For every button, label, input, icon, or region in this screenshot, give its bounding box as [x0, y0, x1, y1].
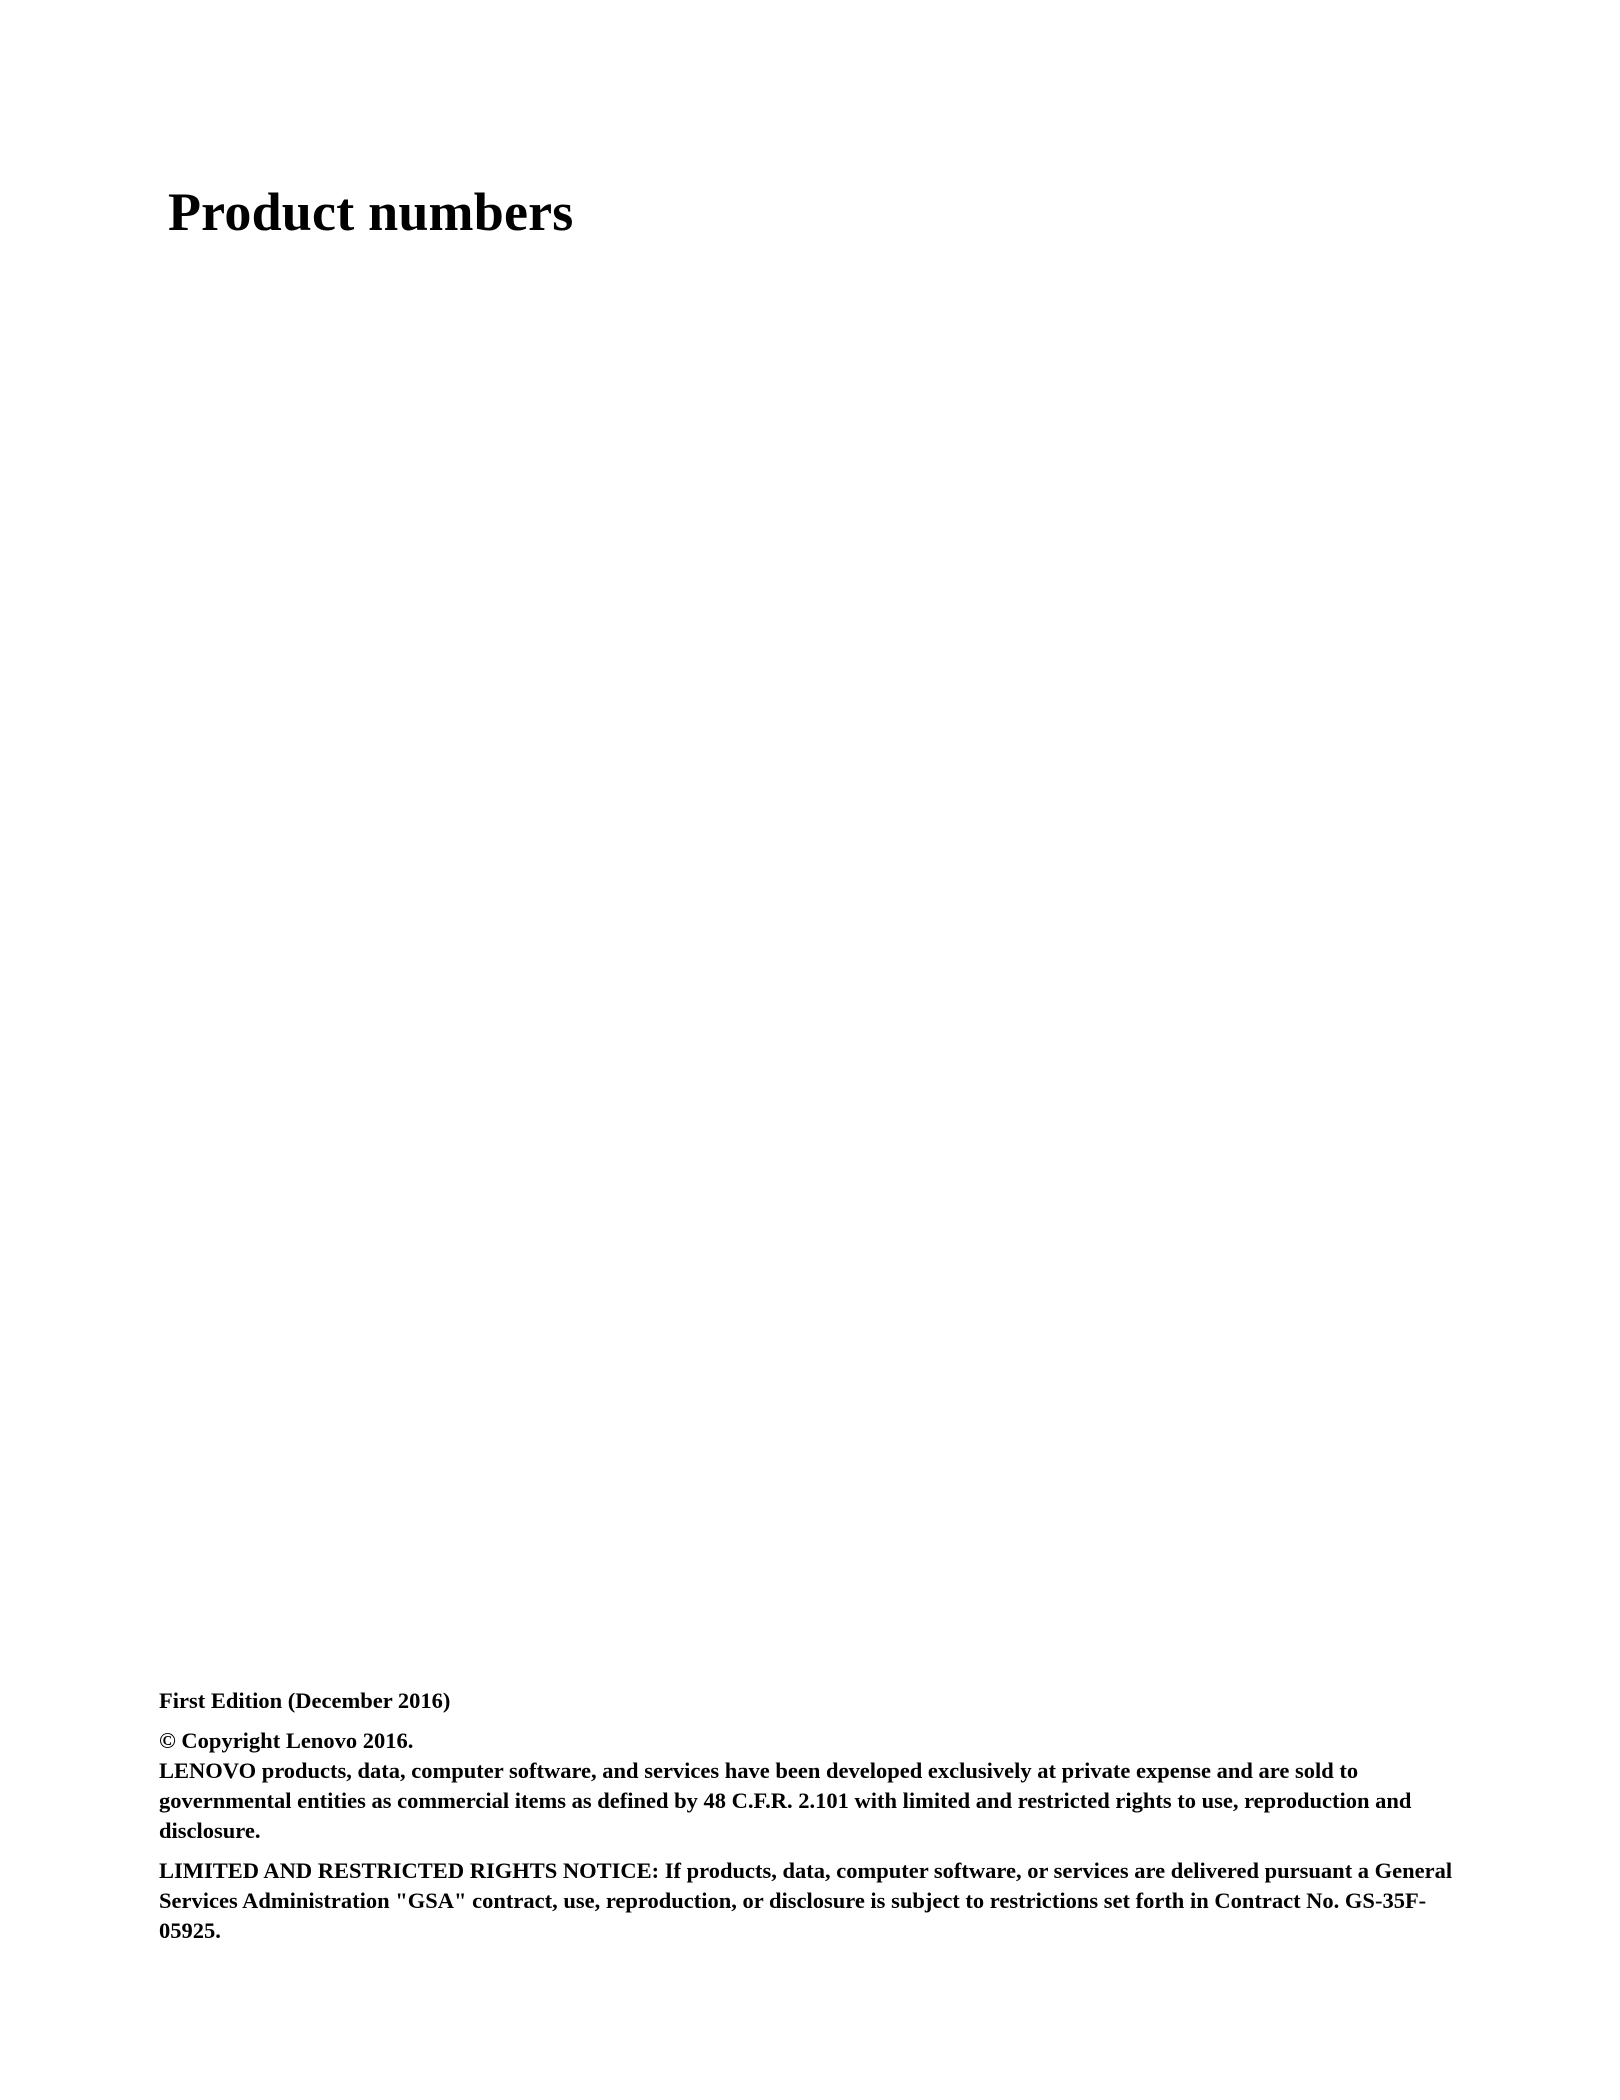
page-title: Product numbers — [168, 182, 574, 242]
edition-line: First Edition (December 2016) — [159, 1688, 451, 1713]
legal-notice-block — [159, 1686, 1459, 1946]
copyright-line: © Copyright Lenovo 2016. — [159, 1728, 414, 1753]
restricted-rights-notice: LIMITED AND RESTRICTED RIGHTS NOTICE: If products, data, computer software, or services are delivered pursuant a General Services Administration "GSA" contract, use, reproduction, or disclosure is subject to restrictions set forth in Contract No. GS-35F-05925. — [159, 1858, 1453, 1943]
rights-statement: LENOVO products, data, computer software, and services have been developed exclusively at private expense and are sold to governmental entities as commercial items as defined by 48 C.F.R. 2.101 with limited and restricted rights to use, reproduction and disclosure. — [159, 1758, 1412, 1843]
